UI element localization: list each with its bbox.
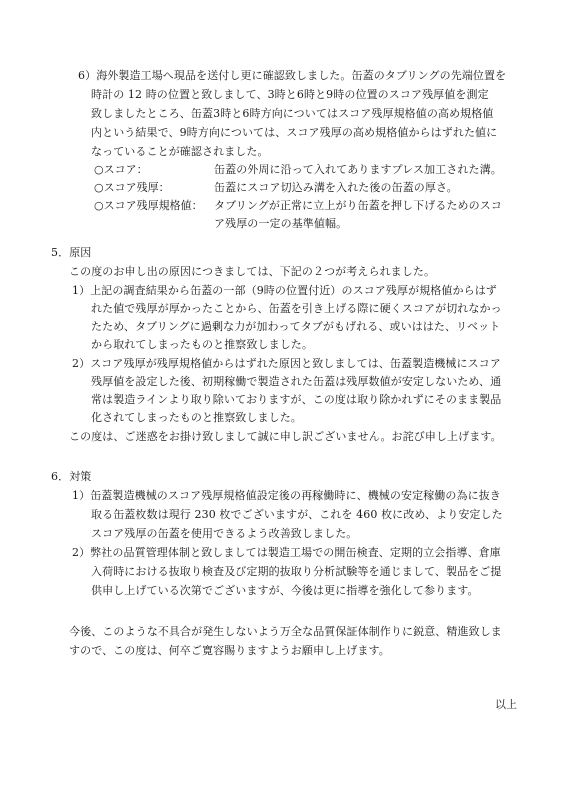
definition-desc-score-thickness: 缶蓋にスコア切込み溝を入れた後の缶蓋の厚さ。 (214, 181, 458, 194)
section6-item2-line-3: 供申し上げている次第でございますが、今後は更に指導を強化して参ります。 (91, 584, 479, 597)
closing-line-1: 今後、このような不具合が発生しないよう万全な品質保証体制作りに鋭意、精進致しま (69, 625, 502, 638)
section5-item2-line-2: 残厚値を設定した後、初期稼働で製造された缶蓋は残厚数値が安定しないため、通 (91, 375, 502, 388)
section6-item1-line-1: 1）缶蓋製造機械のスコア残厚規格値設定後の再稼働時に、機械の安定稼働の為に抜き (72, 489, 501, 502)
section5-item1-line-4: から取れてしまったものと推察致しました。 (91, 338, 313, 351)
section5-item1-line-1: 1）上記の調査結果から缶蓋の一部（9時の位置付近）のスコア残厚が規格値からはず (72, 284, 497, 297)
definition-desc-score-spec-2: ア残厚の一定の基準値幅。 (214, 217, 348, 230)
section5-item2-line-1: 2）スコア残厚が残厚規格値からはずれた原因と致しましては、缶蓋製造機械にスコア (72, 357, 501, 370)
section6-item1-line-2: 取る缶蓋枚数は現行 230 枚でございますが、これを 460 枚に改め、より安定した (91, 508, 503, 521)
section6-item2-line-1: 2）弊社の品質管理体制と致しましては製造工場での開缶検査、定期的立会指導、倉庫 (72, 546, 501, 559)
definition-desc-score: 缶蓋の外周に沿って入れてありますプレス加工された溝。 (214, 163, 502, 176)
section5-item2-line-4: 化されてしまったものと推察致しました。 (91, 411, 302, 424)
section5-apology: この度は、ご迷惑をお掛け致しまして誠に申し訳ございません。お詫び申し上げます。 (69, 430, 502, 443)
closing-line-2: すので、この度は、何卒ご寛容賜りますようお願申し上げます。 (69, 644, 390, 657)
definition-term-score-spec: ○スコア残厚規格値： (94, 199, 203, 212)
section5-item2-line-3: 常は製造ラインより取り除いておりますが、この度は取り除かれずにそのまま製品 (91, 393, 502, 406)
item6-line-1: 6）海外製造工場へ現品を送付し更に確認致しました。缶蓋のタブリングの先端位置を (78, 69, 507, 82)
item6-line-4: 内という結果で、9時方向については、スコア残厚の高め規格値からはずれた値に (91, 126, 498, 139)
section5-intro: この度のお申し出の原因につきましては、下記の２つが考えられました。 (69, 265, 436, 278)
item6-line-2: 時計の 12 時の位置と致しまして、3時と6時と9時の位置のスコア残厚値を測定 (91, 88, 489, 101)
section6-heading: 6．対策 (51, 470, 92, 483)
section5-heading: 5．原因 (51, 246, 92, 259)
end-mark: 以上 (495, 698, 518, 711)
item6-line-5: なっていることが確認されました。 (91, 145, 269, 158)
section5-item1-line-2: れた値で残厚が厚かったことから、缶蓋を引き上げる際に硬くスコアが切れなかっ (91, 302, 502, 315)
section6-item2-line-2: 入荷時における抜取り検査及び定期的抜取り分析試験等を通じまして、製品をご提 (91, 565, 502, 578)
definition-term-score-thickness: ○スコア残厚： (94, 181, 170, 194)
section6-item1-line-3: スコア残厚の缶蓋を使用できるよう改善致しました。 (91, 527, 358, 540)
definition-desc-score-spec-1: タブリングが正常に立上がり缶蓋を押し下げるためのスコ (214, 199, 502, 212)
item6-line-3: 致しましたところ、缶蓋3時と6時方向についてはスコア残厚規格値の高め規格値 (91, 107, 494, 120)
definition-term-score: ○スコア： (94, 163, 148, 176)
section5-item1-line-3: たため、タブリングに過剰な力が加わってタブがもげれる、或いははた、リベット (91, 320, 501, 333)
